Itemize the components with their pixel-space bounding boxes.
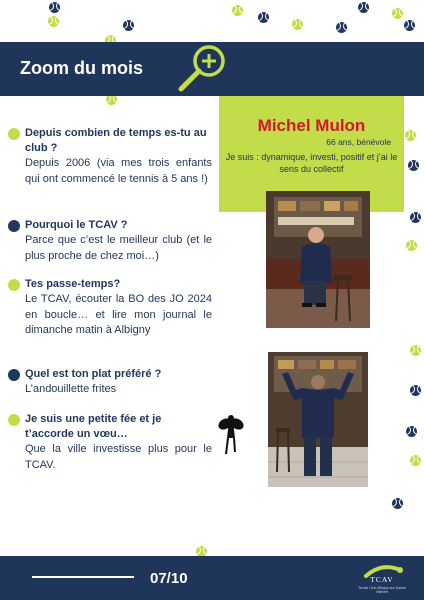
profile-age-role: 66 ans, bénévole (326, 137, 391, 147)
tennis-ball-bullet-icon (8, 279, 20, 291)
tennis-ball-icon (406, 240, 417, 251)
tennis-ball-icon (292, 19, 303, 30)
tennis-ball-icon (405, 130, 416, 141)
profile-name: Michel Mulon (257, 116, 366, 135)
qa-question: Depuis combien de temps es-tu au club ? (25, 127, 207, 154)
page-number: 07/10 (150, 570, 188, 587)
tennis-ball-icon (232, 5, 243, 16)
tennis-ball-icon (408, 160, 419, 171)
qa-question: Tes passe-temps? (25, 278, 121, 290)
magnifier-plus-icon (172, 38, 234, 100)
tennis-ball-bullet-icon (8, 369, 20, 381)
qa-answer: Depuis 2006 (via mes trois enfants qui ont commencé le tennis à 5 ans !) (25, 157, 212, 185)
profile-description: Je suis : dynamique, investi, positif et j’ai le sens du collectif (225, 152, 398, 174)
tennis-ball-icon (258, 12, 269, 23)
tennis-ball-icon (410, 345, 421, 356)
tennis-ball-icon (392, 8, 403, 19)
qa-question: Pourquoi le TCAV ? (25, 219, 128, 231)
qa-answer: Que la ville investisse plus pour le TCAV. (25, 443, 212, 471)
qa-answer: Parce que c’est le meilleur club (et le plus proche de chez moi…) (25, 234, 212, 262)
tennis-ball-icon (392, 498, 403, 509)
page-title: Zoom du mois (20, 58, 143, 78)
tennis-ball-icon (410, 385, 421, 396)
tennis-ball-icon (123, 20, 134, 31)
tennis-ball-bullet-icon (8, 414, 20, 426)
profile-photo-seated (266, 191, 370, 328)
footer-divider (32, 576, 134, 578)
fairy-icon (218, 412, 244, 456)
qa-question: Quel est ton plat préféré ? (25, 368, 162, 380)
profile-photo-back (268, 352, 368, 487)
tennis-ball-icon (410, 455, 421, 466)
tennis-ball-bullet-icon (8, 220, 20, 232)
qa-answer: L’andouillette frites (25, 383, 117, 395)
tennis-ball-icon (49, 2, 60, 13)
club-logo-name: TCAV (370, 575, 394, 584)
qa-item (8, 367, 212, 398)
tennis-ball-icon (404, 20, 415, 31)
tennis-ball-icon (410, 212, 421, 223)
club-logo-subtitle: Tennis Club Albigny-sur-Saône Villevert (358, 586, 406, 594)
qa-item (8, 218, 212, 264)
qa-answer: Le TCAV, écouter la BO des JO 2024 en boucle… et lire mon journal le dimanche matin à Albigny (25, 293, 212, 336)
qa-item (8, 277, 212, 339)
qa-item (8, 126, 212, 187)
tennis-ball-icon (48, 16, 59, 27)
tennis-ball-bullet-icon (8, 128, 20, 140)
tennis-ball-icon (358, 2, 369, 13)
qa-item (8, 412, 212, 473)
tennis-ball-icon (336, 22, 347, 33)
qa-question: Je suis une petite fée et je t’accorde un vœu… (25, 413, 162, 440)
tennis-ball-icon (406, 426, 417, 437)
